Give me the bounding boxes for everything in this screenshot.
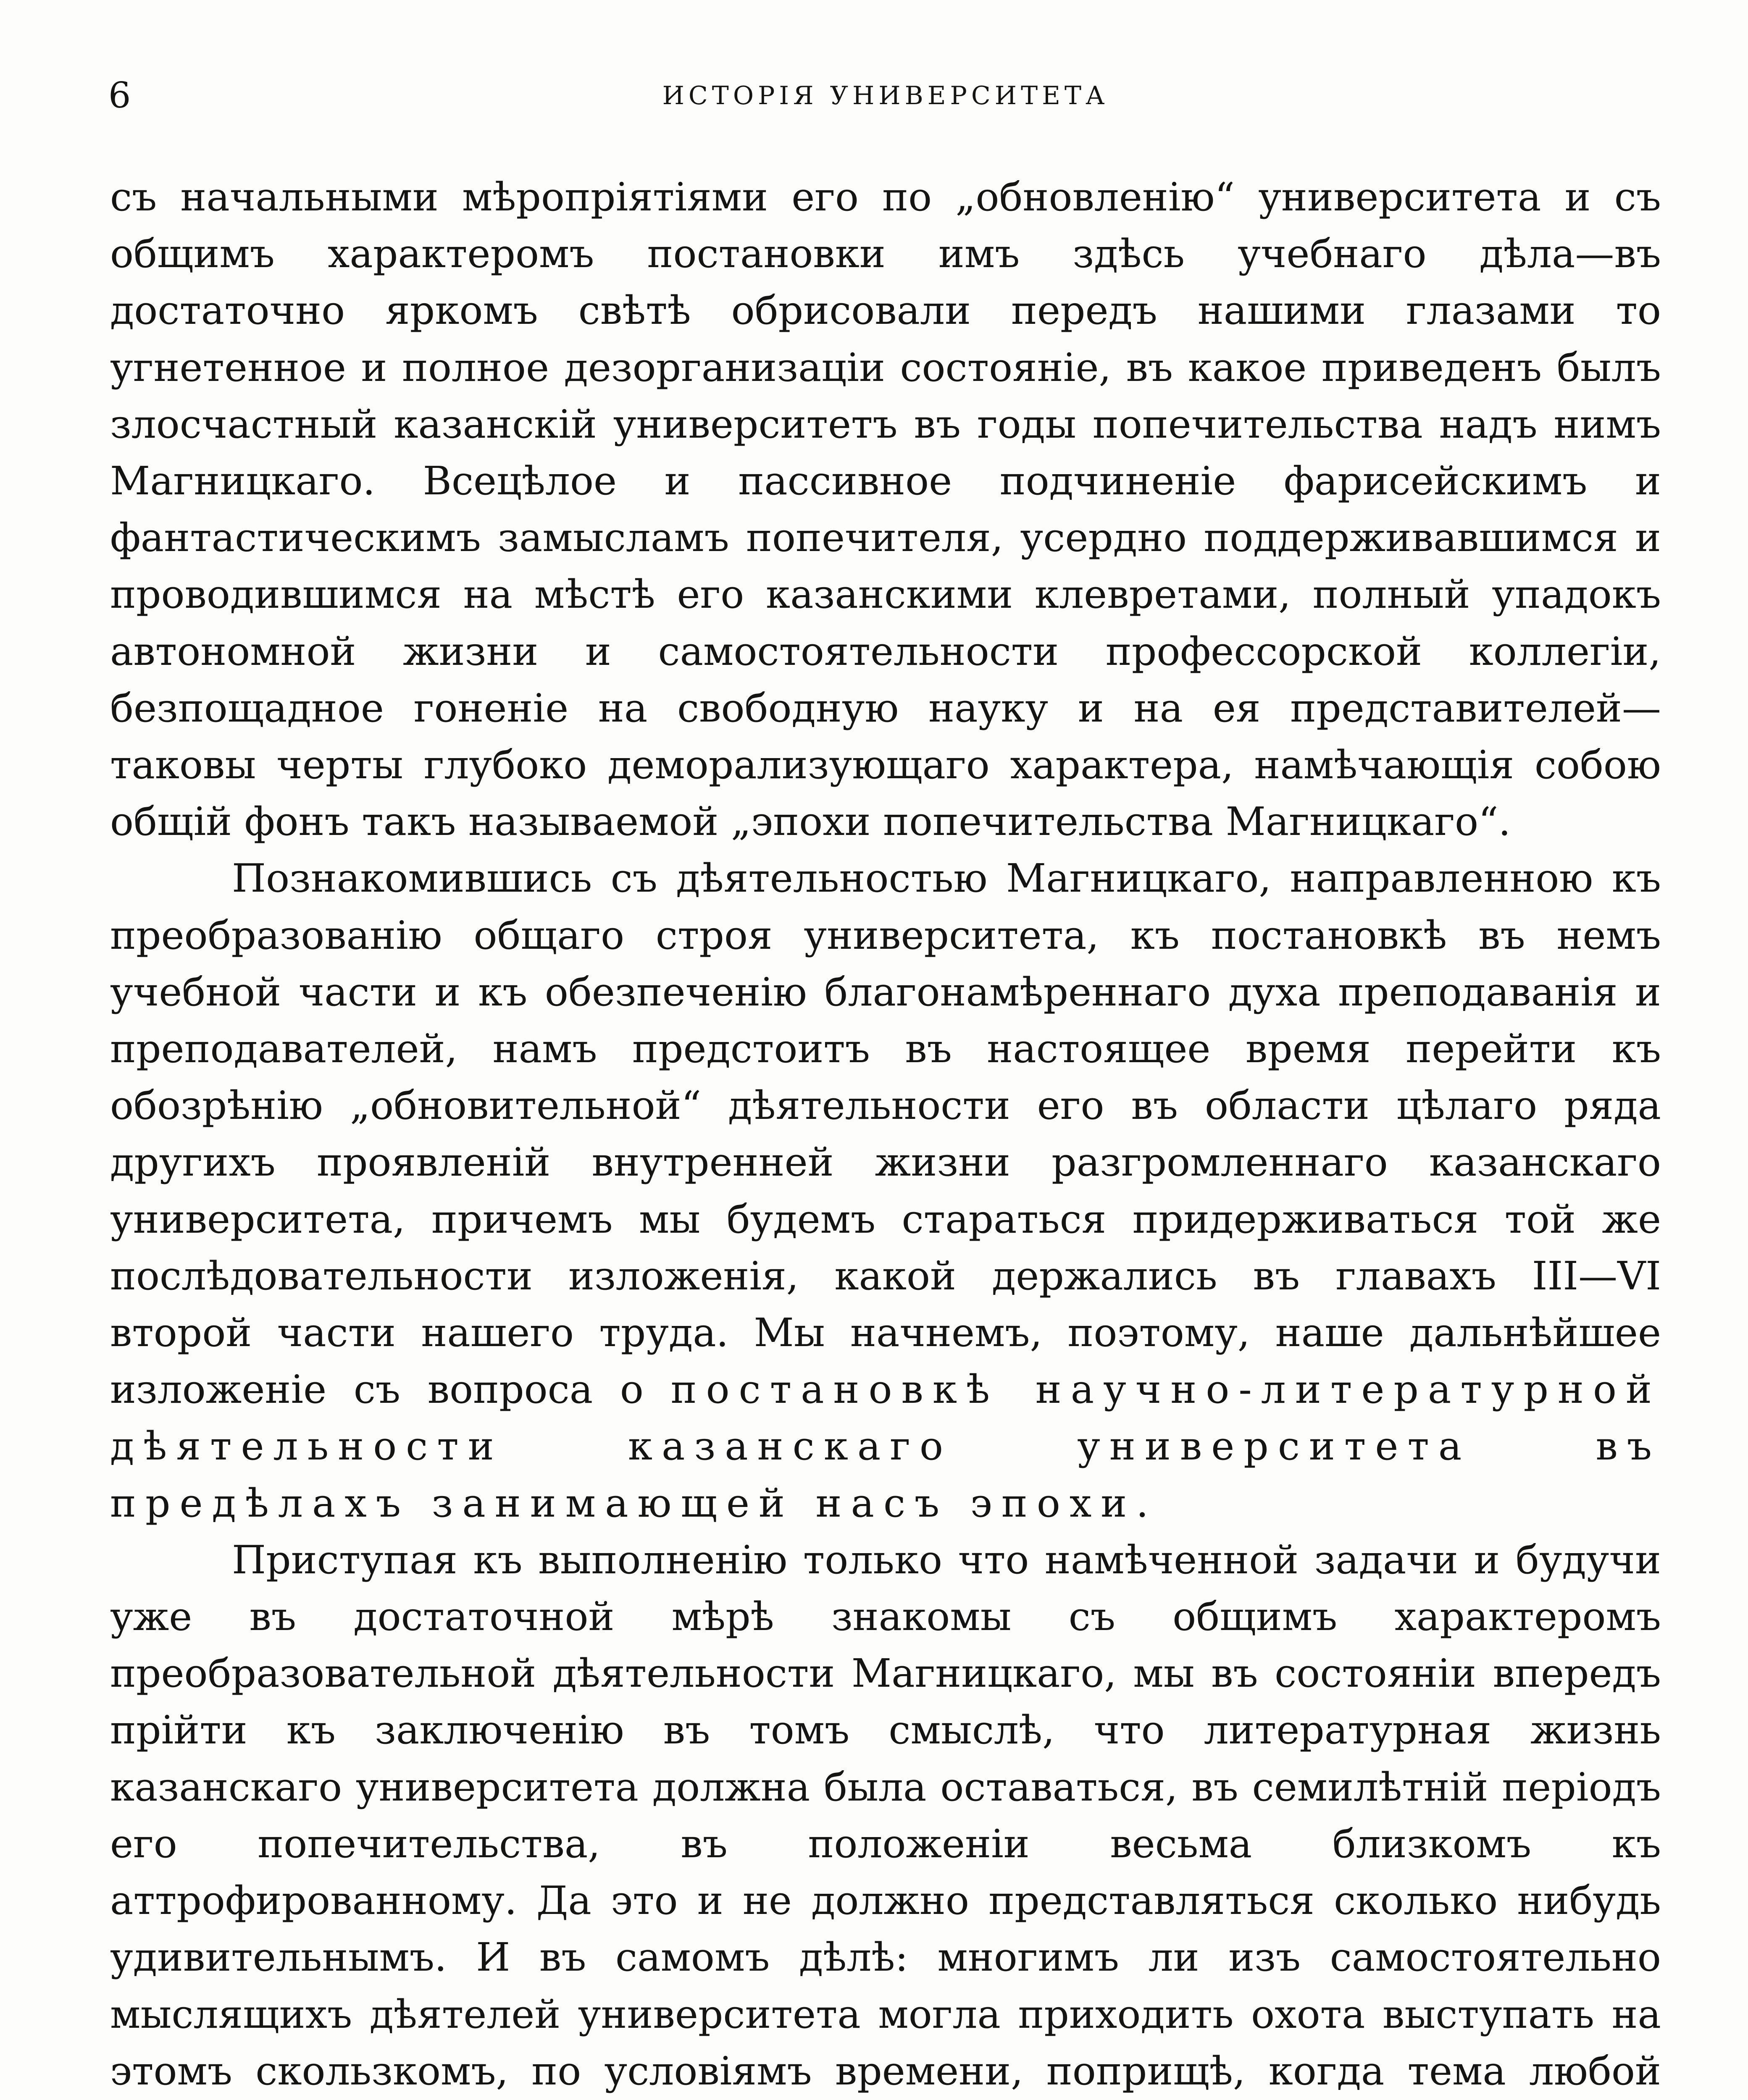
paragraph-2-text: Познакомившись съ дѣятельностью Магницкаго, направленною къ преобразованію общаго строя университета, къ постановкѣ въ немъ учебной части и къ обезпеченію благонамѣреннаго духа преподаванія и преподавателей, намъ предстоитъ въ настоящее время перейти къ обозрѣнію „обновительной“ дѣятельности его въ области цѣлаго ряда другихъ проявленій внутренней жизни разгромленнаго казанскаго университета, причемъ мы будемъ стараться придерживаться той же послѣдовательности изложенія, какой держались въ главахъ III—VI второй части нашего труда. Мы начнемъ, поэтому, наше дальнѣйшее изложеніе съ вопроса о: [110, 856, 1661, 1412]
running-head: [108, 72, 1663, 118]
paragraph-2-spaced-emphasis: постановкѣ научно-литературной дѣятельности казанскаго университета въ предѣлахъ занимающей насъ эпохи.: [110, 1367, 1661, 1526]
paragraph-1-text: съ начальными мѣропріятіями его по „обновленію“ университета и съ общимъ характеромъ постановки имъ здѣсь учебнаго дѣла—въ достаточно яркомъ свѣтѣ обрисовали передъ нашими глазами то угнетенное и полное дезорганизаціи состояніе, въ какое приведенъ былъ злосчастный казанскій университетъ въ годы попечительства надъ нимъ Магницкаго. Всецѣлое и пассивное подчиненіе фарисейскимъ и фантастическимъ замысламъ попечителя, усердно поддерживавшимся и проводившимся на мѣстѣ его казанскими клевретами, полный упадокъ автономной жизни и самостоятельности профессорской коллегіи, безпощадное гоненіе на свободную науку и на ея представителей—таковы черты глубоко деморализующаго характера, намѣчающія собою общій фонъ такъ называемой „эпохи попечительства Магницкаго“.: [110, 174, 1661, 845]
running-title: ИСТОРІЯ УНИВЕРСИТЕТА: [662, 81, 1109, 110]
page-number: 6: [108, 75, 132, 116]
paragraph-2: [110, 850, 1661, 1531]
paragraph-3: [110, 1532, 1661, 2100]
text-body: [110, 169, 1661, 2100]
paragraph-1: [110, 169, 1661, 850]
paragraph-3-text: Приступая къ выполненію только что намѣченной задачи и будучи уже въ достаточной мѣрѣ знакомы съ общимъ характеромъ преобразовательной дѣятельности Магницкаго, мы въ состояніи впередъ прійти къ заключенію въ томъ смыслѣ, что литературная жизнь казанскаго университета должна была оставаться, въ семилѣтній періодъ его попечительства, въ положеніи весьма близкомъ къ аттрофированному. Да это и не должно представляться сколько нибудь удивительнымъ. И въ самомъ дѣлѣ: многимъ ли изъ самостоятельно мыслящихъ дѣятелей университета могла приходить охота выступать на этомъ скользкомъ, по условіямъ времени, поприщѣ, когда тема любой: [110, 1537, 1661, 2094]
